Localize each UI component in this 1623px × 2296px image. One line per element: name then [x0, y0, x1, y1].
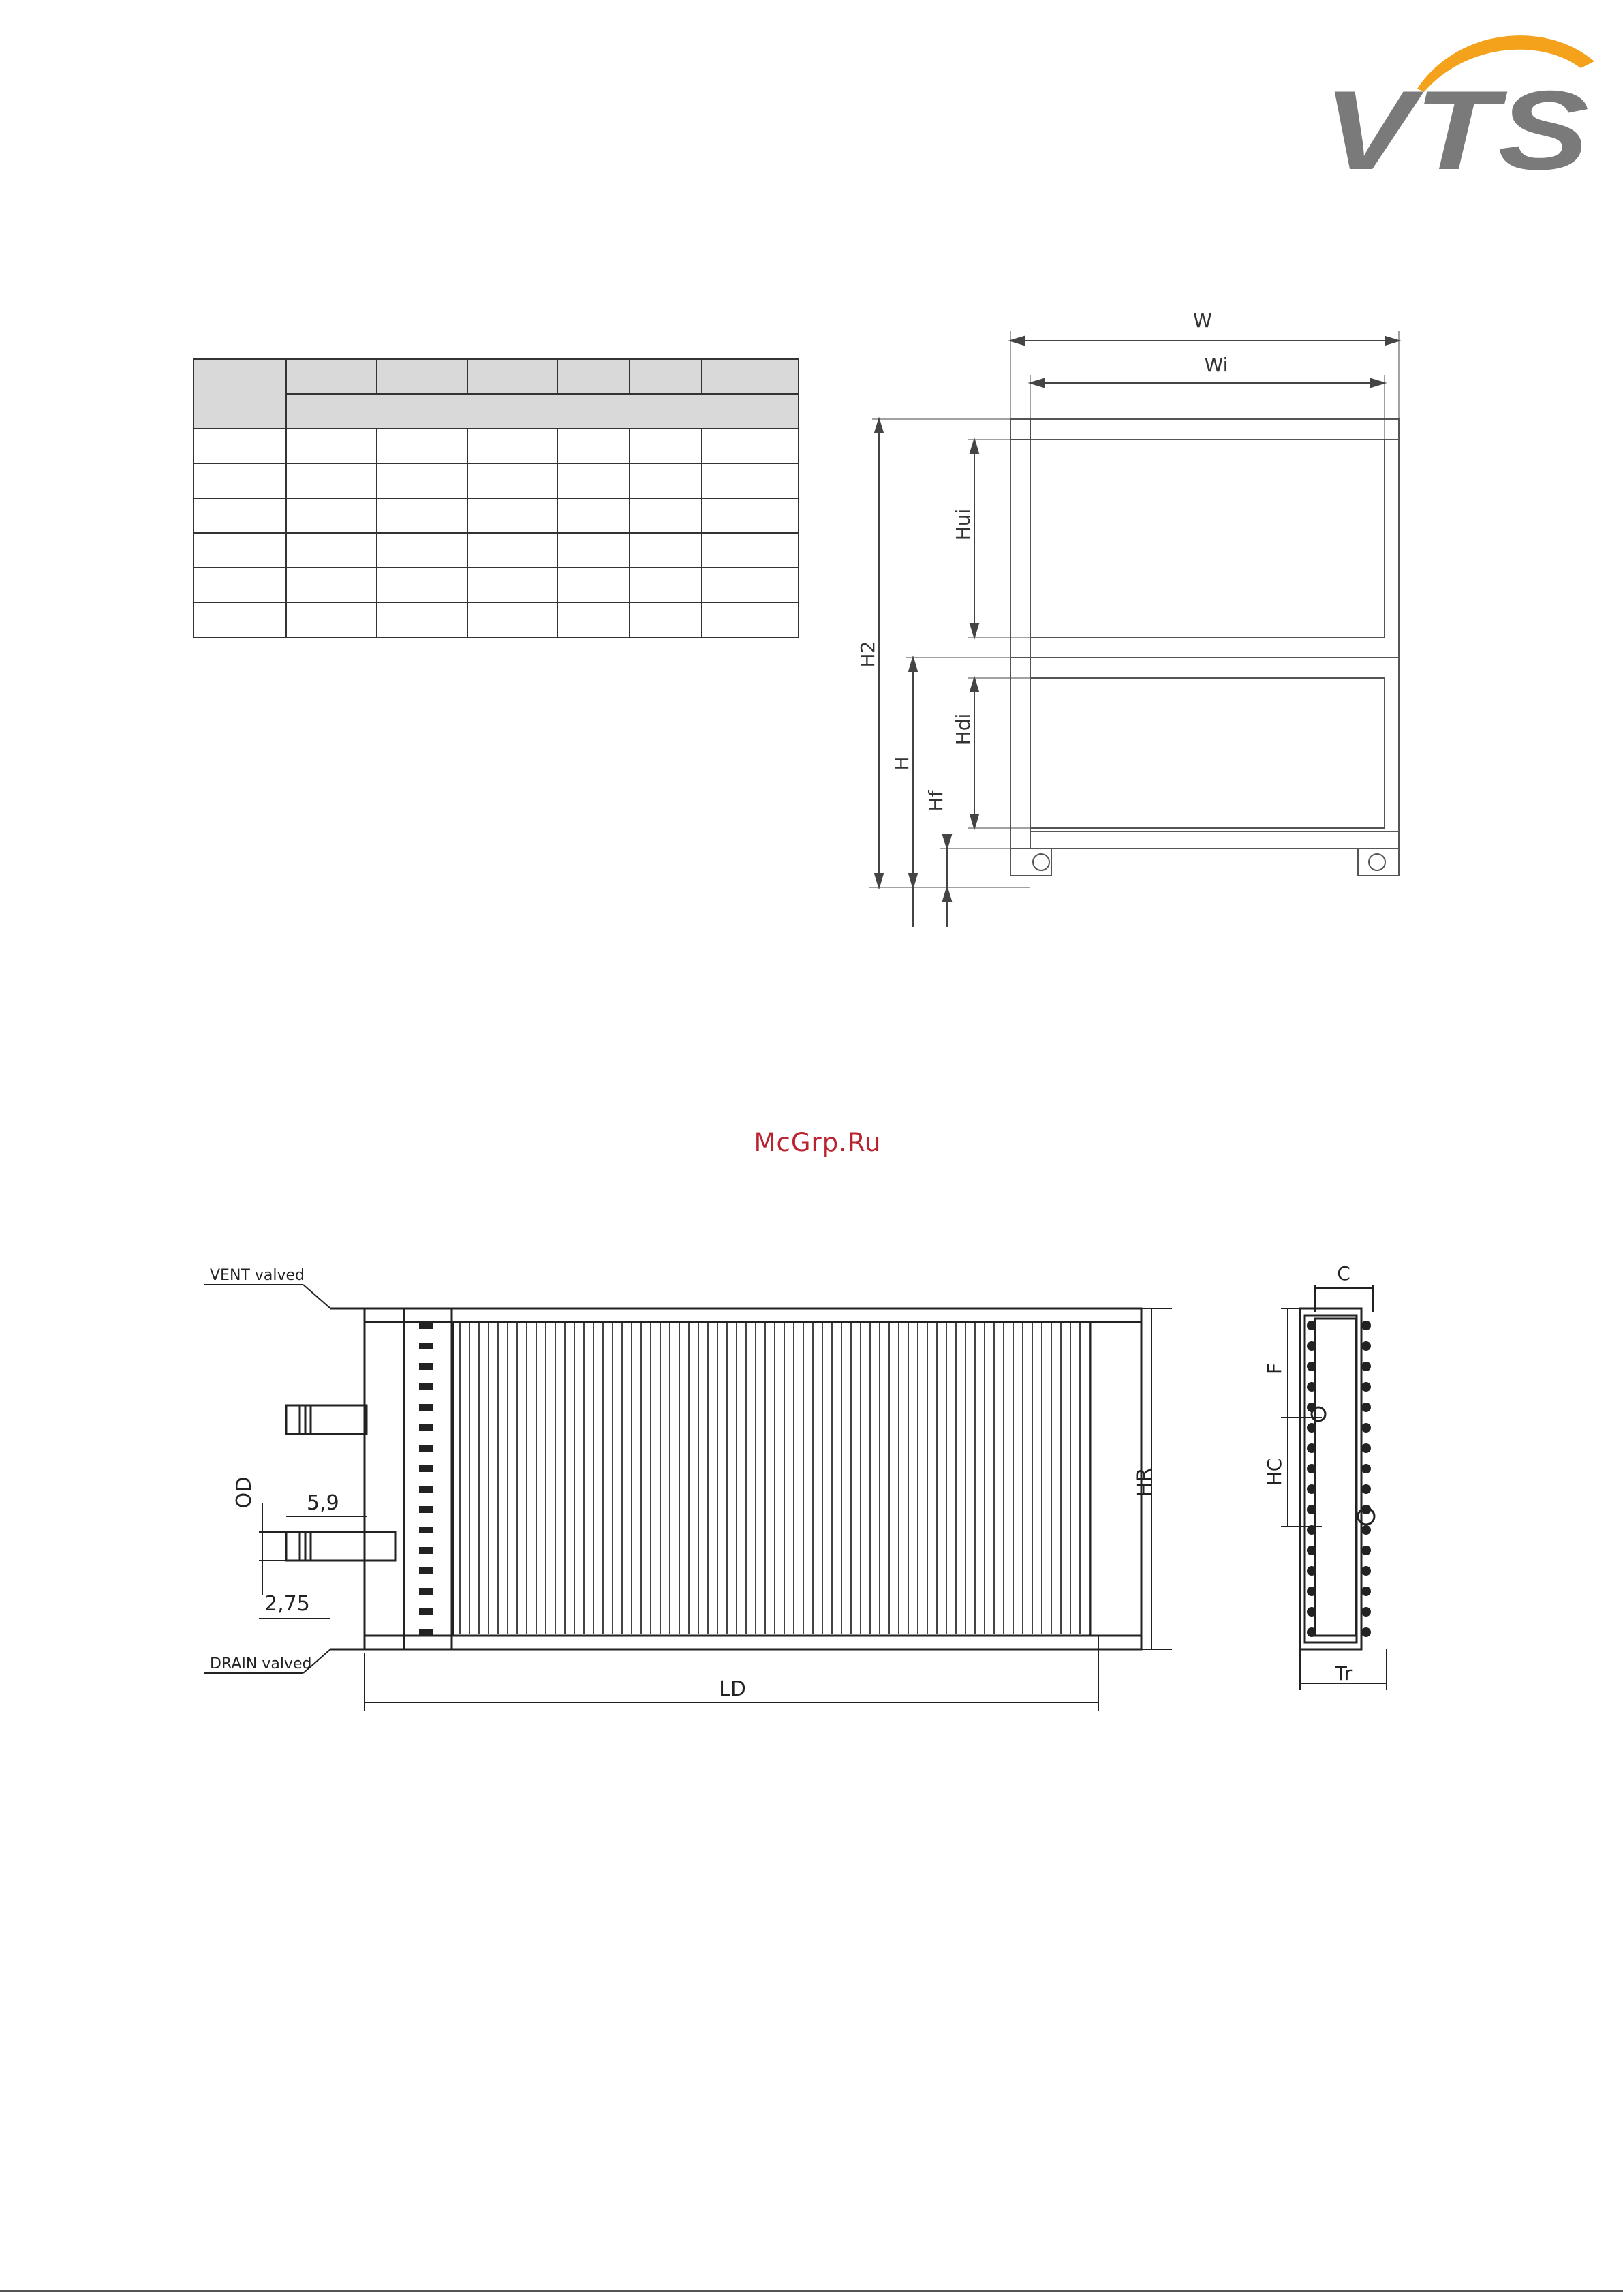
dim-label-5-9: 5,9 — [307, 1491, 339, 1515]
outlet-pipe — [286, 1532, 395, 1561]
tube-dot — [1361, 1607, 1371, 1617]
header-stud — [419, 1629, 433, 1636]
tube-dot — [1307, 1505, 1316, 1514]
dim-label-wi: Wi — [1204, 354, 1228, 376]
tube-dot — [1307, 1566, 1316, 1576]
vts-logo — [1322, 20, 1594, 193]
header-stud — [419, 1363, 433, 1370]
dim-label-hf: Hf — [925, 790, 947, 812]
header-stud — [419, 1404, 433, 1411]
upper-section — [1010, 419, 1399, 658]
dim-label-hr: HR — [1133, 1467, 1157, 1497]
tube-dot — [1307, 1423, 1316, 1433]
header-stud — [419, 1608, 433, 1615]
tube-dot — [1361, 1423, 1371, 1433]
dim-label-od: OD — [232, 1476, 256, 1509]
tube-dot — [1307, 1362, 1316, 1371]
header-stud — [419, 1506, 433, 1513]
spec-table — [193, 358, 799, 638]
unit-elevation-drawing — [852, 300, 1431, 947]
header-stud — [419, 1424, 433, 1431]
tube-dot — [1361, 1587, 1371, 1596]
tube-dot — [1361, 1443, 1371, 1453]
header-stud — [419, 1527, 433, 1533]
coil-side-drawing — [1263, 1247, 1404, 1697]
tube-dot — [1361, 1321, 1371, 1330]
header-stud — [419, 1547, 433, 1554]
tube-dot — [1307, 1341, 1316, 1351]
header-stud — [419, 1383, 433, 1390]
tube-dot — [1307, 1546, 1316, 1555]
label-vent-valved: VENT valved — [210, 1267, 305, 1284]
table-row — [194, 429, 799, 463]
table-row — [194, 568, 799, 602]
tube-dot — [1361, 1546, 1371, 1555]
tube-dot — [1307, 1587, 1316, 1596]
lower-inner-panel — [1030, 678, 1385, 828]
side-frame — [1300, 1308, 1361, 1649]
tube-dot — [1361, 1362, 1371, 1371]
header-block — [404, 1308, 452, 1649]
foot-left — [1010, 848, 1051, 876]
left-flange — [365, 1308, 404, 1649]
tube-dot — [1361, 1484, 1371, 1494]
coil-front-drawing — [191, 1247, 1179, 1717]
dim-label-hdi: Hdi — [952, 713, 974, 746]
tube-dot — [1361, 1403, 1371, 1412]
header-stud — [419, 1445, 433, 1452]
header-stud — [419, 1465, 433, 1472]
tube-dot — [1307, 1627, 1316, 1637]
inlet-pipe — [286, 1405, 367, 1434]
lower-section — [1010, 658, 1399, 848]
footer-rule — [0, 2290, 1623, 2292]
upper-inner-panel — [1030, 440, 1385, 637]
table-row — [194, 463, 799, 498]
label-drain-valved: DRAIN valved — [210, 1655, 312, 1672]
header-stud — [419, 1343, 433, 1349]
dim-label-h: H — [891, 756, 913, 771]
dim-label-f: F — [1263, 1362, 1286, 1375]
tube-dot — [1307, 1321, 1316, 1330]
coil-frame — [365, 1308, 1141, 1649]
dim-label-tr: Tr — [1335, 1662, 1352, 1685]
header-stud — [419, 1322, 433, 1329]
tube-dot — [1307, 1443, 1316, 1453]
tube-dot — [1307, 1484, 1316, 1494]
foot-right — [1358, 848, 1399, 876]
tube-dot — [1307, 1464, 1316, 1473]
dim-label-hui: Hui — [952, 508, 974, 541]
logo-text: VTS — [1323, 67, 1589, 193]
dim-label-hc: HC — [1263, 1458, 1286, 1486]
tube-dot — [1361, 1627, 1371, 1637]
header-stud — [419, 1486, 433, 1493]
dim-label-c: C — [1337, 1262, 1350, 1285]
dim-label-2-75: 2,75 — [264, 1592, 310, 1616]
table-row — [194, 359, 799, 394]
table-row — [194, 498, 799, 533]
side-coil-tubes — [1315, 1319, 1356, 1636]
tube-dot — [1361, 1464, 1371, 1473]
tube-dot — [1307, 1525, 1316, 1535]
tube-dot — [1307, 1382, 1316, 1392]
dim-label-h2: H2 — [856, 641, 879, 668]
table-row — [194, 602, 799, 637]
header-stud — [419, 1588, 433, 1595]
dim-label-w: W — [1193, 309, 1212, 332]
dim-label-ld: LD — [719, 1677, 746, 1701]
table-row — [194, 533, 799, 568]
tube-dot — [1361, 1382, 1371, 1392]
header-stud — [419, 1567, 433, 1574]
tube-dot — [1361, 1341, 1371, 1351]
tube-dot — [1361, 1525, 1371, 1535]
tube-dot — [1307, 1607, 1316, 1617]
tube-dot — [1361, 1566, 1371, 1576]
watermark: McGrp.Ru — [754, 1128, 882, 1157]
